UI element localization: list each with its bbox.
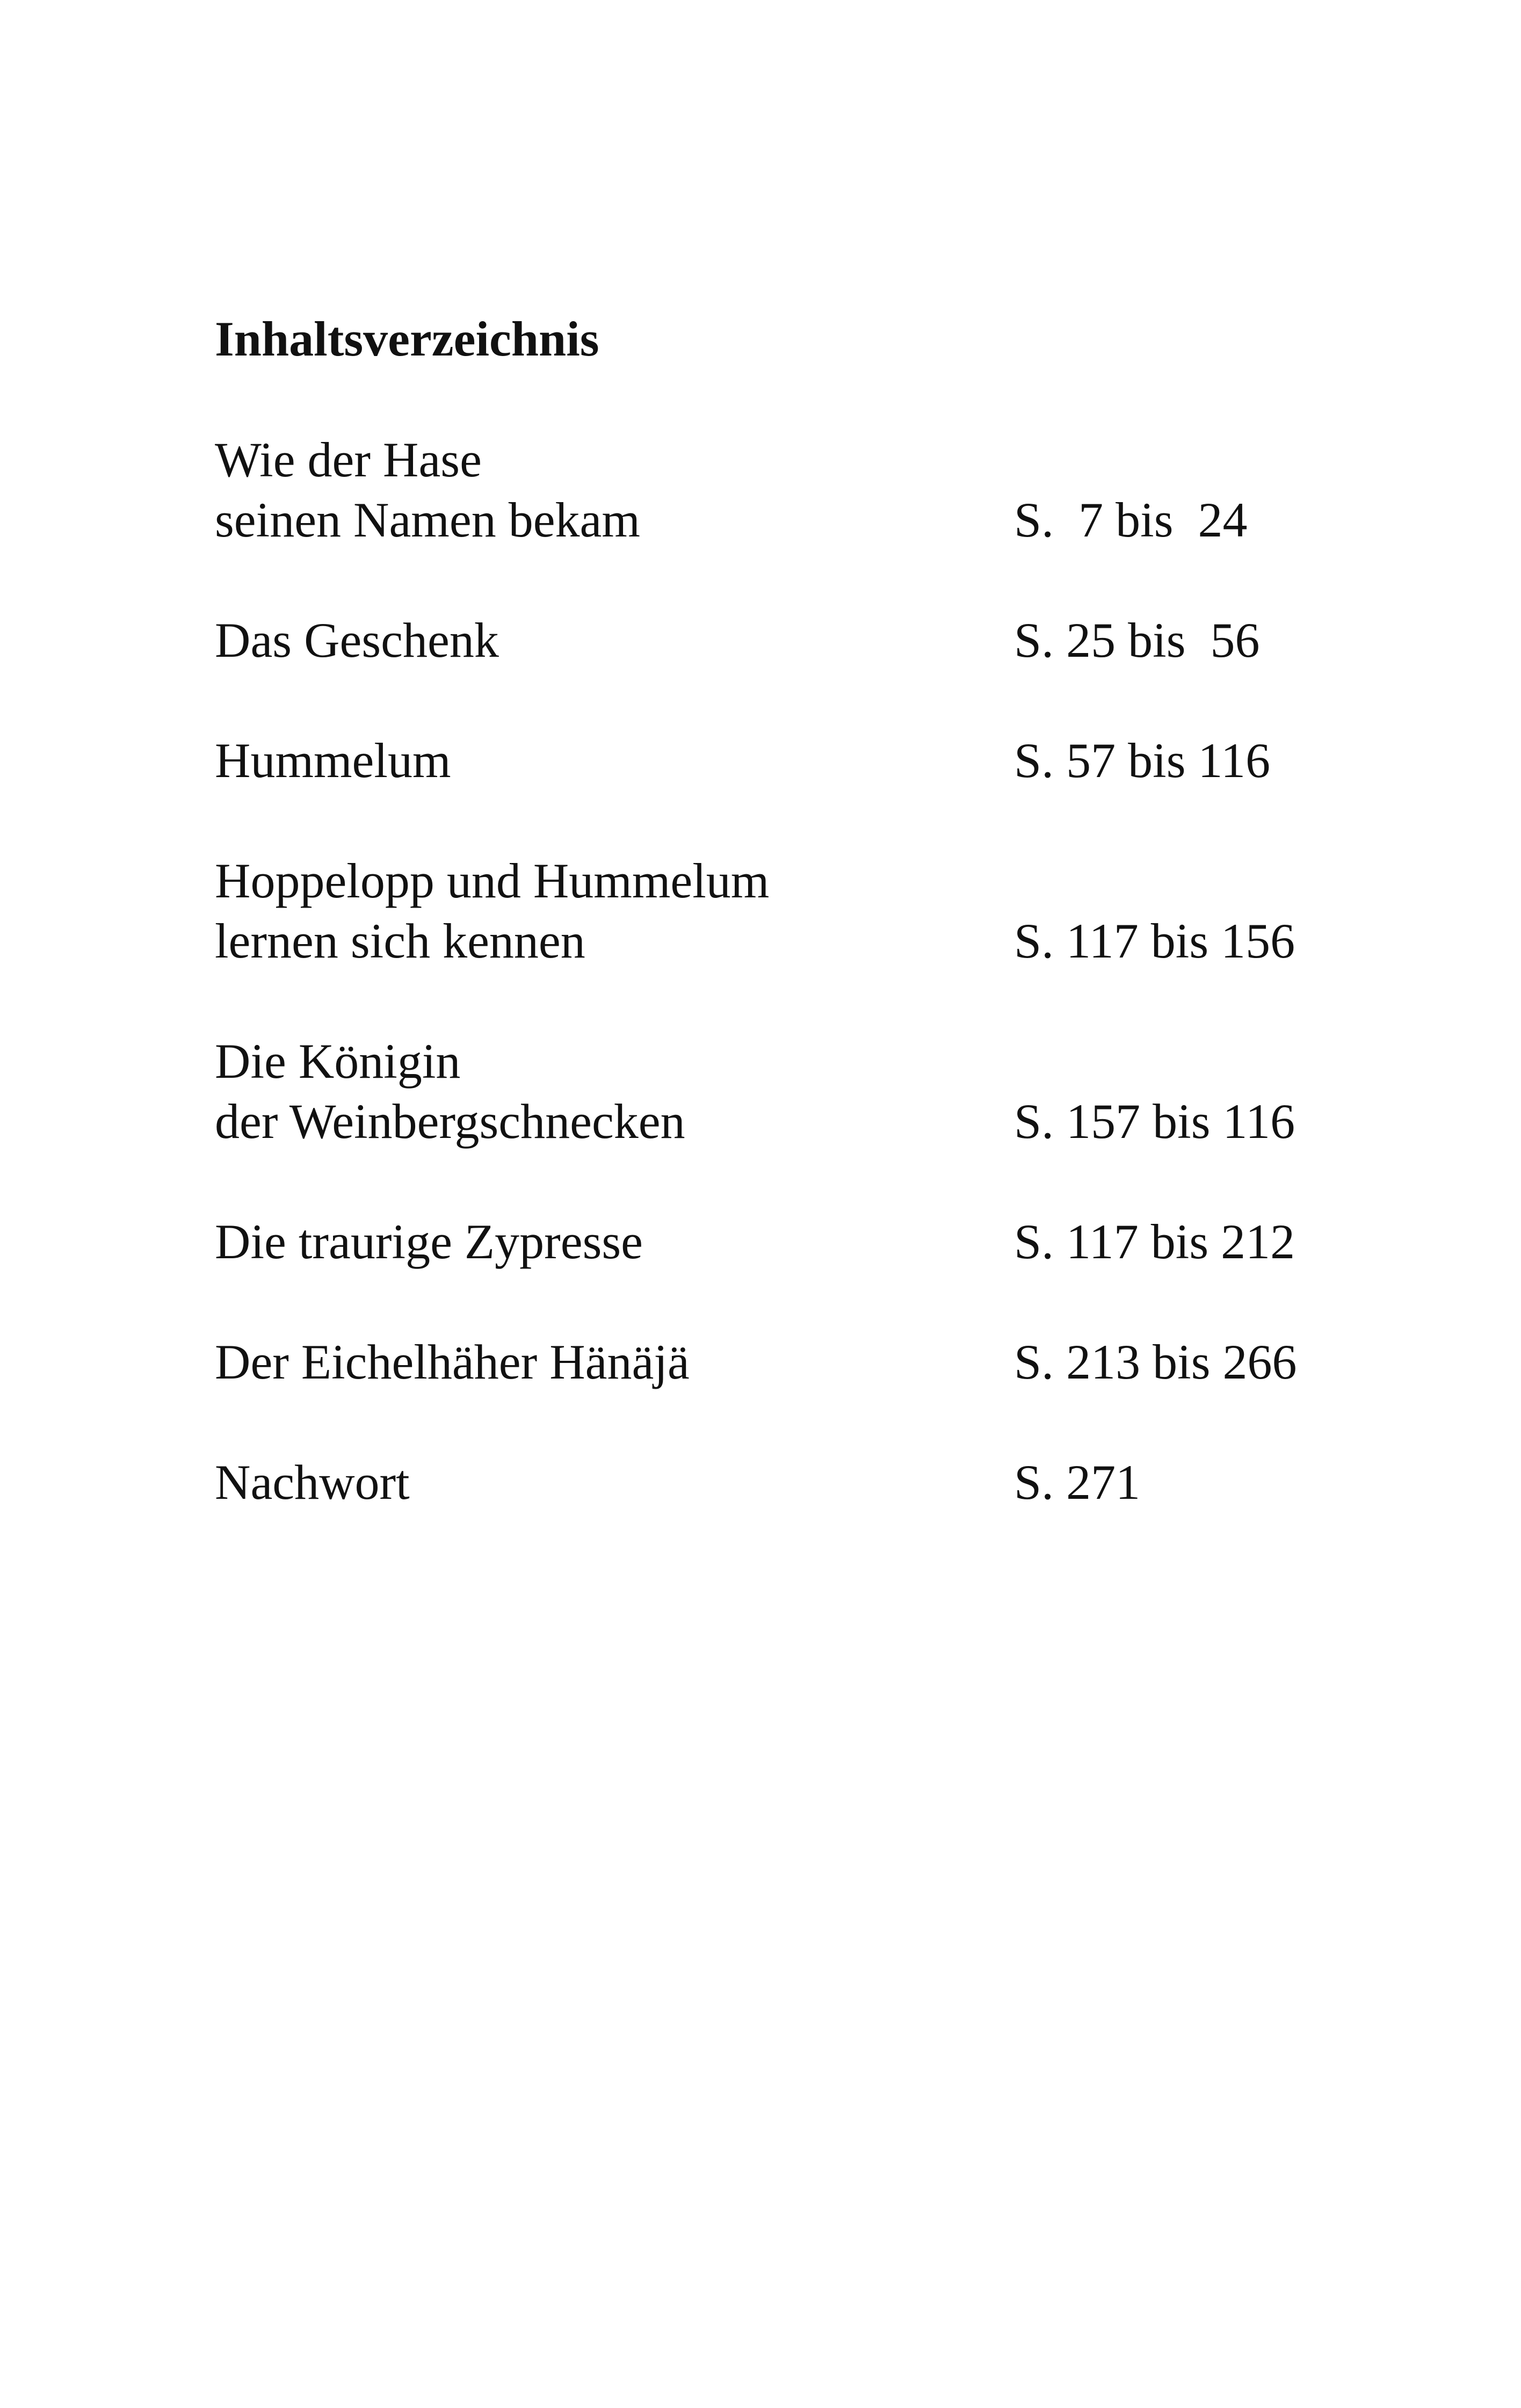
page-title: Inhaltsverzeichnis	[215, 311, 599, 366]
toc-entry	[215, 430, 1343, 550]
toc-entry-title: Hoppelopp und Hummelum lernen sich kennen	[215, 853, 770, 968]
toc-entry-title: Die traurige Zypresse	[215, 1214, 643, 1269]
toc-entry-title: Die Königin der Weinbergschnecken	[215, 1034, 685, 1149]
toc-entry-title: Nachwort	[215, 1455, 410, 1510]
toc-entry	[215, 1031, 1343, 1151]
toc-entry-pages: S. 117 bis 212	[1014, 1214, 1295, 1269]
toc-entry-pages: S. 157 bis 116	[1014, 1094, 1295, 1149]
toc-entry-pages: S. 213 bis 266	[1014, 1334, 1297, 1389]
toc-entry-title: Hummelum	[215, 733, 451, 788]
toc-entry-pages: S. 25 bis 56	[1014, 613, 1260, 668]
toc-entry	[215, 1332, 1343, 1392]
toc-entry-pages: S. 7 bis 24	[1014, 492, 1248, 547]
toc-entry-title: Der Eichelhäher Hänäjä	[215, 1334, 690, 1389]
toc-entry-pages: S. 117 bis 156	[1014, 913, 1295, 968]
table-of-contents	[215, 430, 1343, 1572]
toc-entry-pages: S. 271	[1014, 1455, 1141, 1510]
toc-entry-pages: S. 57 bis 116	[1014, 733, 1271, 788]
toc-entry	[215, 730, 1343, 790]
toc-entry	[215, 1452, 1343, 1512]
toc-entry	[215, 851, 1343, 971]
toc-entry-title: Wie der Hase seinen Namen bekam	[215, 432, 640, 547]
toc-entry	[215, 610, 1343, 670]
toc-entry	[215, 1212, 1343, 1272]
toc-entry-title: Das Geschenk	[215, 613, 499, 668]
